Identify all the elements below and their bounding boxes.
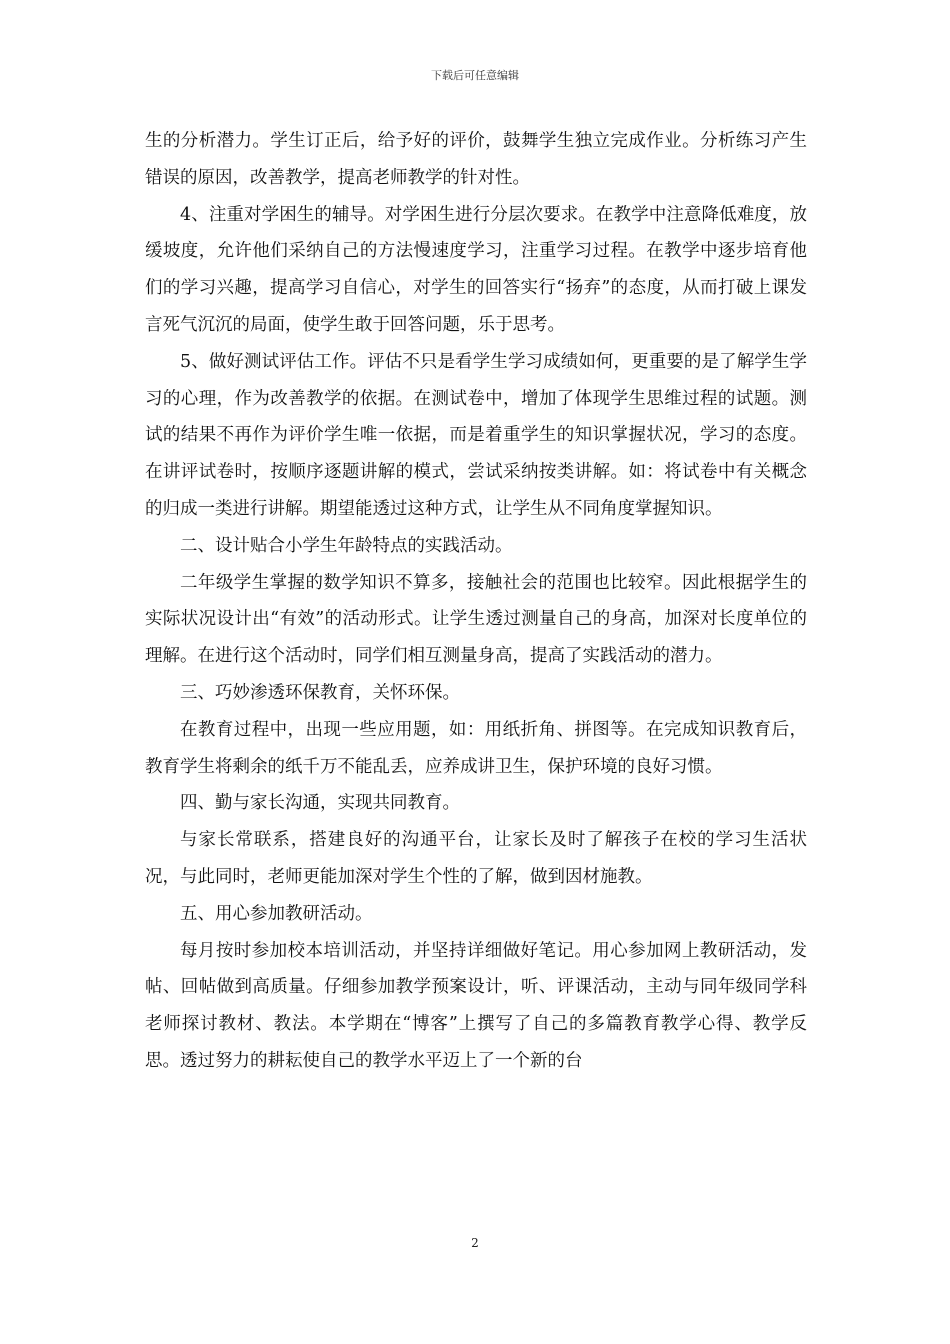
paragraph-section-5: 每月按时参加校本培训活动，并坚持详细做好笔记。用心参加网上教研活动，发帖、回帖做到高质量。仔细参加教学预案设计，听、评课活动，主动与同年级同学科老师探讨教材、教法。本学期在“博客”上撰写了自己的多篇教育教学心得、教学反思。透过努力的耕耘使自己的教学水平迈上了一个新的台 <box>145 940 807 1071</box>
paragraph-section-3: 在教育过程中，出现一些应用题，如：用纸折角、拼图等。在完成知识教育后，教育学生将剩余的纸千万不能乱丢，应养成讲卫生，保护环境的良好习惯。 <box>145 719 807 777</box>
paragraph-continuation: 生的分析潜力。学生订正后，给予好的评价，鼓舞学生独立完成作业。分析练习产生错误的原因，改善教学，提高老师教学的针对性。 <box>145 131 807 188</box>
document-body <box>145 123 807 1080</box>
section-heading-2: 二、设计贴合小学生年龄特点的实践活动。 <box>180 535 513 556</box>
section-heading-4: 四、勤与家长沟通，实现共同教育。 <box>180 793 460 814</box>
paragraph-section-4: 与家长常联系，搭建良好的沟通平台，让家长及时了解孩子在校的学习生活状况，与此同时，老师更能加深对学生个性的了解，做到因材施教。 <box>145 830 807 887</box>
paragraph-section-2: 二年级学生掌握的数学知识不算多，接触社会的范围也比较窄。因此根据学生的实际状况设计出“有效”的活动形式。让学生透过测量自己的身高，加深对长度单位的理解。在进行这个活动时，同学们相互测量身高，提高了实践活动的潜力。 <box>145 572 807 667</box>
section-heading-5: 五、用心参加教研活动。 <box>180 903 373 924</box>
paragraph-item-4: 4、注重对学困生的辅导。对学困生进行分层次要求。在教学中注意降低难度，放缓坡度，允许他们采纳自己的方法慢速度学习，注重学习过程。在教学中逐步培育他们的学习兴趣，提高学习自信心，对学生的回答实行“扬弃”的态度，从而打破上课发言死气沉沉的局面，使学生敢于回答问题，乐于思考。 <box>145 204 807 335</box>
section-heading-3: 三、巧妙渗透环保教育，关怀环保。 <box>180 682 460 703</box>
page-header: 下载后可任意编辑 <box>431 69 519 82</box>
paragraph-item-5: 5、做好测试评估工作。评估不只是看学生学习成绩如何，更重要的是了解学生学习的心理，作为改善教学的依据。在测试卷中，增加了体现学生思维过程的试题。测试的结果不再作为评价学生唯一依据，而是着重学生的知识掌握状况，学习的态度。在讲评试卷时，按顺序逐题讲解的模式，尝试采纳按类讲解。如：将试卷中有关概念的归成一类进行讲解。期望能透过这种方式，让学生从不同角度掌握知识。 <box>145 351 807 519</box>
page-number: 2 <box>471 1236 479 1250</box>
